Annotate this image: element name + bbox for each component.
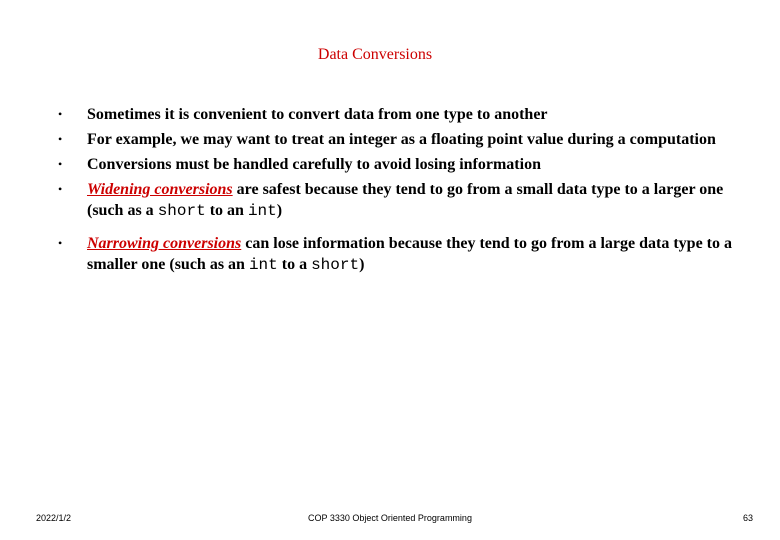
bullet-text: to an [205, 202, 248, 219]
bullet-icon: • [58, 107, 63, 121]
bullet-text: can lose information because they tend to go from a large data type to a smaller one (such as an [87, 235, 733, 273]
bullet-item [55, 104, 735, 125]
bullet-text: Sometimes it is convenient to convert data from one type to another [87, 106, 548, 123]
bullet-icon: • [58, 236, 63, 250]
bullet-item [55, 233, 735, 276]
footer-page-number: 63 [742, 513, 753, 523]
bullet-text: ) [276, 202, 283, 219]
bullet-icon: • [58, 182, 63, 196]
bullet-item [55, 179, 735, 222]
bullet-text: are safest because they tend to go from a small data type to a larger one (such as a [87, 181, 724, 219]
bullet-text: For example, we may want to treat an integer as a floating point value during a computation [87, 131, 716, 148]
bullet-text: Conversions must be handled carefully to avoid losing information [87, 156, 541, 173]
bullet-icon: • [58, 132, 63, 146]
bullet-icon: • [58, 157, 63, 171]
code-keyword: short [157, 202, 206, 220]
code-keyword: short [311, 256, 360, 274]
footer-date: 2022/1/2 [36, 513, 72, 523]
bullet-list [55, 104, 735, 280]
bullet-item [55, 154, 735, 175]
footer-course-title: COP 3330 Object Oriented Programming [308, 513, 472, 523]
code-keyword: int [247, 202, 277, 220]
term-widening-conversions: Widening conversions [87, 181, 233, 198]
bullet-text: ) [359, 256, 365, 273]
bullet-text: to a [277, 256, 312, 273]
code-keyword: int [248, 256, 278, 274]
term-narrowing-conversions: Narrowing conversions [87, 235, 242, 252]
bullet-item [55, 129, 735, 150]
slide-title: Data Conversions [317, 46, 433, 63]
